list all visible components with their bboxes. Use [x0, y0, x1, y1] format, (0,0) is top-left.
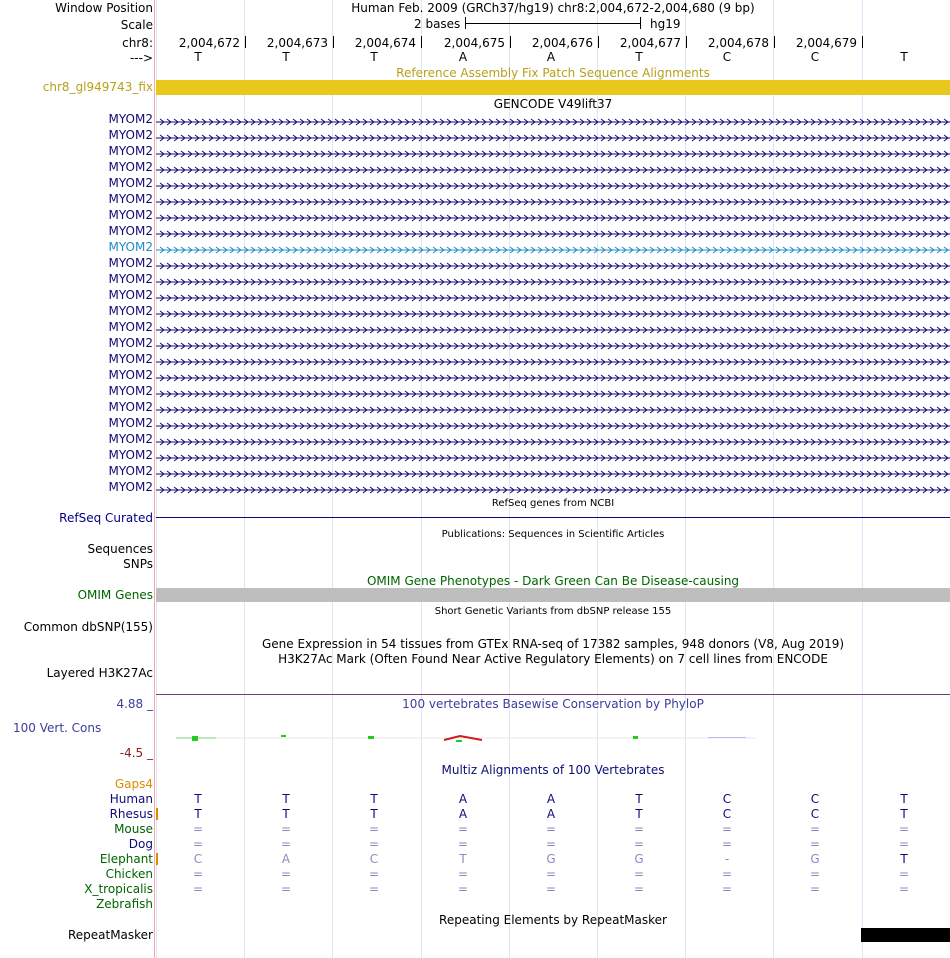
alignment-base: G	[634, 852, 644, 866]
gencode-transcript[interactable]	[156, 467, 950, 475]
gencode-title[interactable]: GENCODE V49lift37	[493, 97, 613, 111]
reference-base: T	[900, 50, 908, 64]
alignment-base: =	[633, 882, 645, 896]
alignment-base: T	[900, 852, 908, 866]
phylop-bar	[192, 736, 198, 741]
alignment-base: A	[458, 807, 468, 821]
publications-sequences-label[interactable]: Sequences	[87, 542, 153, 556]
gencode-gene-label[interactable]: MYOM2	[108, 432, 153, 446]
h3k27ac-label[interactable]: Layered H3K27Ac	[46, 666, 153, 680]
gencode-gene-label[interactable]: MYOM2	[108, 144, 153, 158]
gencode-gene-label[interactable]: MYOM2	[108, 256, 153, 270]
window-position-label: Window Position	[55, 1, 153, 15]
ruler-position-label: 2,004,677	[619, 36, 681, 50]
multiz-title[interactable]: Multiz Alignments of 100 Vertebrates	[441, 763, 665, 777]
gencode-gene-label[interactable]: MYOM2	[108, 224, 153, 238]
alignment-base: =	[280, 867, 292, 881]
alignment-base: =	[368, 837, 380, 851]
gencode-transcript[interactable]	[156, 115, 950, 123]
gencode-gene-label[interactable]: MYOM2	[108, 464, 153, 478]
alignment-base: T	[194, 792, 202, 806]
alignment-base: A	[546, 792, 556, 806]
alignment-base: C	[810, 792, 820, 806]
grid-line	[597, 0, 598, 958]
scale-bar-left-tick	[465, 17, 466, 29]
gencode-transcript[interactable]	[156, 403, 950, 411]
alignment-base: =	[898, 837, 910, 851]
ruler-position-label: 2,004,678	[707, 36, 769, 50]
phylop-bar	[456, 740, 462, 742]
grid-line	[421, 0, 422, 958]
gaps-label[interactable]: Gaps4	[114, 777, 153, 791]
alignment-base: =	[457, 837, 469, 851]
species-label[interactable]: Rhesus	[109, 807, 153, 821]
alignment-base: =	[545, 837, 557, 851]
fix-patch-title[interactable]: Reference Assembly Fix Patch Sequence Alignments	[396, 66, 710, 80]
reference-base: T	[282, 50, 290, 64]
alignment-base: A	[458, 792, 468, 806]
alignment-base: =	[192, 837, 204, 851]
refseq-gene-line[interactable]	[156, 517, 950, 518]
gencode-gene-label[interactable]: MYOM2	[108, 160, 153, 174]
dbsnp-title[interactable]: Short Genetic Variants from dbSNP release 155	[434, 606, 672, 617]
gencode-gene-label[interactable]: MYOM2	[108, 240, 153, 254]
alignment-base: =	[809, 837, 821, 851]
gencode-transcript[interactable]	[156, 179, 950, 187]
alignment-base: =	[809, 882, 821, 896]
gencode-transcript[interactable]	[156, 243, 950, 251]
fix-patch-label[interactable]: chr8_gl949743_fix	[42, 80, 153, 94]
alignment-base: =	[721, 867, 733, 881]
ruler-tick	[862, 36, 863, 48]
species-label[interactable]: Chicken	[105, 867, 153, 881]
h3k27ac-title[interactable]: H3K27Ac Mark (Often Found Near Active Regulatory Elements) on 7 cell lines from ENCODE	[278, 652, 828, 666]
alignment-base: T	[635, 792, 643, 806]
strand-label[interactable]: --->	[129, 51, 153, 65]
alignment-base: =	[192, 867, 204, 881]
gencode-transcript[interactable]	[156, 307, 950, 315]
gencode-transcript[interactable]	[156, 291, 950, 299]
refseq-title[interactable]: RefSeq genes from NCBI	[491, 498, 615, 509]
gtex-title[interactable]: Gene Expression in 54 tissues from GTEx RNA-seq of 17382 samples, 948 donors (V8, Aug 2019)	[261, 637, 845, 651]
alignment-base: =	[721, 882, 733, 896]
scale-bar-right-tick	[640, 17, 641, 29]
gencode-gene-label[interactable]: MYOM2	[108, 208, 153, 222]
gencode-gene-label[interactable]: MYOM2	[108, 304, 153, 318]
gencode-transcript[interactable]	[156, 227, 950, 235]
ruler-tick	[686, 36, 687, 48]
alignment-base: =	[809, 822, 821, 836]
ruler-position-label: 2,004,674	[354, 36, 416, 50]
gencode-gene-label[interactable]: MYOM2	[108, 288, 153, 302]
ruler-tick	[421, 36, 422, 48]
grid-line	[332, 0, 333, 958]
phylop-max-value: 4.88 _	[116, 697, 153, 711]
gencode-transcript[interactable]	[156, 147, 950, 155]
alignment-base: =	[721, 837, 733, 851]
alignment-base: C	[193, 852, 203, 866]
alignment-base: =	[368, 867, 380, 881]
label-column-divider	[154, 0, 155, 958]
gencode-gene-label[interactable]: MYOM2	[108, 368, 153, 382]
alignment-base: T	[459, 852, 467, 866]
grid-line	[773, 0, 774, 958]
reference-base: T	[194, 50, 202, 64]
alignment-base: =	[898, 882, 910, 896]
grid-line	[244, 0, 245, 958]
species-label[interactable]: Mouse	[114, 822, 153, 836]
scale-label: Scale	[120, 18, 153, 32]
alignment-base: =	[633, 822, 645, 836]
phylop-label[interactable]: 100 Vert. Cons	[13, 721, 102, 735]
alignment-base: =	[280, 822, 292, 836]
alignment-base: =	[721, 822, 733, 836]
alignment-base: =	[898, 822, 910, 836]
phylop-bar	[633, 736, 638, 739]
gencode-transcript[interactable]	[156, 275, 950, 283]
alignment-base: T	[370, 807, 378, 821]
gencode-gene-label[interactable]: MYOM2	[108, 272, 153, 286]
alignment-base: T	[194, 807, 202, 821]
alignment-base: T	[900, 792, 908, 806]
phylop-bar	[281, 735, 286, 737]
gencode-gene-label[interactable]: MYOM2	[108, 336, 153, 350]
alignment-base: A	[281, 852, 291, 866]
ruler-position-label: 2,004,679	[795, 36, 857, 50]
alignment-base: A	[546, 807, 556, 821]
ruler-tick	[774, 36, 775, 48]
alignment-base: =	[457, 867, 469, 881]
omim-label[interactable]: OMIM Genes	[77, 588, 153, 602]
publications-snps-label[interactable]: SNPs	[123, 557, 153, 571]
alignment-base: =	[633, 867, 645, 881]
scale-assembly: hg19	[650, 17, 681, 31]
phylop-conservation-plot[interactable]	[156, 730, 950, 746]
reference-base: A	[458, 50, 468, 64]
ruler-position-label: 2,004,675	[443, 36, 505, 50]
gencode-gene-label[interactable]: MYOM2	[108, 480, 153, 494]
ruler-tick	[598, 36, 599, 48]
ruler-position-label: 2,004,673	[266, 36, 328, 50]
alignment-base: =	[545, 822, 557, 836]
gencode-gene-label[interactable]: MYOM2	[108, 416, 153, 430]
gencode-transcript[interactable]	[156, 387, 950, 395]
alignment-base: G	[810, 852, 820, 866]
alignment-base: =	[809, 867, 821, 881]
alignment-base: =	[457, 882, 469, 896]
gencode-transcript[interactable]	[156, 371, 950, 379]
phylop-min-value: -4.5 _	[119, 746, 153, 760]
alignment-base: =	[368, 882, 380, 896]
species-gap-tick	[156, 853, 158, 865]
reference-base: C	[722, 50, 732, 64]
grid-line	[509, 0, 510, 958]
repeatmasker-title[interactable]: Repeating Elements by RepeatMasker	[439, 913, 667, 927]
alignment-base: G	[546, 852, 556, 866]
gencode-gene-label[interactable]: MYOM2	[108, 384, 153, 398]
gencode-transcript[interactable]	[156, 131, 950, 139]
window-position-value: Human Feb. 2009 (GRCh37/hg19) chr8:2,004,672-2,004,680 (9 bp)	[351, 1, 755, 15]
gencode-transcript[interactable]	[156, 435, 950, 443]
alignment-base: T	[635, 807, 643, 821]
alignment-base: T	[282, 792, 290, 806]
ruler-position-label: 2,004,672	[178, 36, 240, 50]
gencode-transcript[interactable]	[156, 323, 950, 331]
repeatmasker-label[interactable]: RepeatMasker	[67, 928, 153, 942]
gencode-transcript[interactable]	[156, 355, 950, 363]
gencode-transcript[interactable]	[156, 211, 950, 219]
alignment-base: C	[810, 807, 820, 821]
species-label[interactable]: X_tropicalis	[84, 882, 153, 896]
gencode-transcript[interactable]	[156, 451, 950, 459]
alignment-base: =	[192, 882, 204, 896]
species-label[interactable]: Elephant	[99, 852, 153, 866]
reference-base: T	[370, 50, 378, 64]
gencode-gene-label[interactable]: MYOM2	[108, 448, 153, 462]
phylop-bar	[708, 737, 746, 738]
publications-title[interactable]: Publications: Sequences in Scientific Articles	[441, 529, 665, 540]
gencode-gene-label[interactable]: MYOM2	[108, 192, 153, 206]
ruler-tick	[333, 36, 334, 48]
alignment-base: =	[280, 882, 292, 896]
alignment-base: =	[545, 882, 557, 896]
alignment-base: T	[370, 792, 378, 806]
reference-base: A	[546, 50, 556, 64]
phylop-bar	[368, 736, 374, 739]
alignment-base: C	[369, 852, 379, 866]
gencode-gene-label[interactable]: MYOM2	[108, 176, 153, 190]
gencode-transcript[interactable]	[156, 339, 950, 347]
alignment-base: =	[898, 867, 910, 881]
alignment-base: =	[457, 822, 469, 836]
reference-base: T	[635, 50, 643, 64]
alignment-base: =	[545, 867, 557, 881]
gencode-transcript[interactable]	[156, 419, 950, 427]
gencode-transcript[interactable]	[156, 163, 950, 171]
alignment-base: =	[368, 822, 380, 836]
omim-title[interactable]: OMIM Gene Phenotypes - Dark Green Can Be Disease-causing	[366, 574, 740, 588]
alignment-base: T	[282, 807, 290, 821]
grid-line	[862, 0, 863, 958]
grid-line	[685, 0, 686, 958]
alignment-base: =	[633, 837, 645, 851]
refseq-label[interactable]: RefSeq Curated	[59, 511, 153, 525]
h3k27ac-baseline	[156, 694, 950, 695]
alignment-base: =	[280, 837, 292, 851]
ruler-tick	[245, 36, 246, 48]
species-gap-tick	[156, 808, 158, 820]
alignment-base: =	[192, 822, 204, 836]
alignment-base: C	[722, 807, 732, 821]
scale-value: 2 bases	[414, 17, 461, 31]
species-label[interactable]: Human	[109, 792, 153, 806]
species-label[interactable]: Zebrafish	[96, 897, 153, 911]
alignment-base: C	[722, 792, 732, 806]
omim-phenotype-bar[interactable]	[156, 588, 950, 602]
alignment-base: -	[724, 852, 730, 866]
reference-base: C	[810, 50, 820, 64]
alignment-base: T	[900, 807, 908, 821]
phylop-title[interactable]: 100 vertebrates Basewise Conservation by PhyloP	[402, 697, 704, 711]
gencode-gene-label[interactable]: MYOM2	[108, 128, 153, 142]
gencode-transcript[interactable]	[156, 259, 950, 267]
gencode-gene-label[interactable]: MYOM2	[108, 320, 153, 334]
dbsnp-label[interactable]: Common dbSNP(155)	[23, 620, 153, 634]
gencode-gene-label[interactable]: MYOM2	[108, 400, 153, 414]
gencode-gene-label[interactable]: MYOM2	[108, 352, 153, 366]
gencode-transcript[interactable]	[156, 195, 950, 203]
fix-patch-alignment-bar[interactable]	[156, 80, 950, 95]
gencode-transcript[interactable]	[156, 483, 950, 491]
scale-bar	[465, 23, 641, 24]
ruler-tick	[510, 36, 511, 48]
species-label[interactable]: Dog	[128, 837, 153, 851]
repeatmasker-element[interactable]	[861, 928, 950, 942]
chrom-label: chr8:	[122, 36, 153, 50]
gencode-gene-label[interactable]: MYOM2	[108, 112, 153, 126]
ruler-position-label: 2,004,676	[531, 36, 593, 50]
